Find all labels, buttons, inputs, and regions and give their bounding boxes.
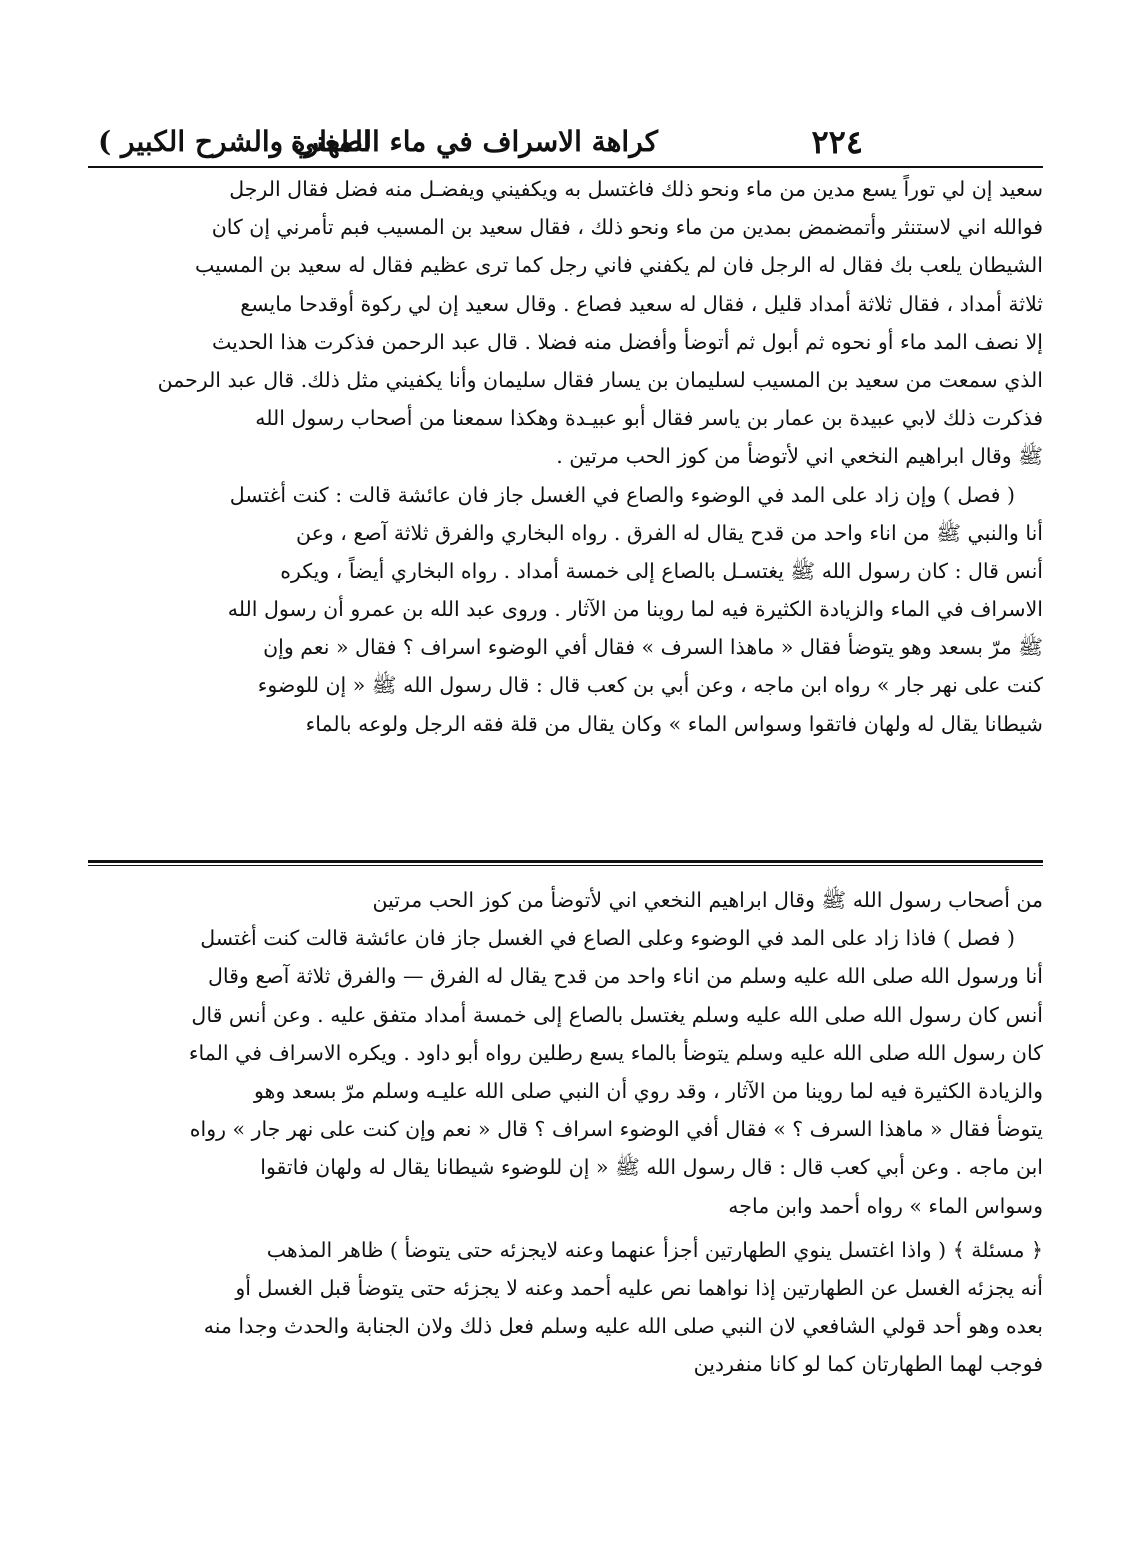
- text-line: كان رسول الله صلى الله عليه وسلم يتوضأ بالماء يسع رطلين رواه أبو داود . ويكره الاسراف في الماء: [188, 1040, 1043, 1065]
- text-line: كنت على نهر جار » رواه ابن ماجه ، وعن أبي بن كعب قال : قال رسول الله ﷺ « إن للوضوء: [257, 673, 1043, 698]
- page-header: [88, 118, 1043, 166]
- text-line: ( فصل ) فاذا زاد على المد في الوضوء وعلى الصاع في الغسل جاز فان عائشة قالت كنت أغتسل: [200, 926, 1015, 951]
- text-line: أنس قال : كان رسول الله ﷺ يغتسـل بالصاع إلى خمسة أمداد . رواه البخاري أيضاً ، ويكره: [280, 558, 1043, 583]
- text-line: والزيادة الكثيرة فيه لما روينا من الآثار ، وقد روي أن النبي صلى الله عليـه وسلم مرّ بسعد وهو: [253, 1078, 1043, 1103]
- text-line: أنا ورسول الله صلى الله عليه وسلم من اناء واحد من قدح يقال له الفرق — والفرق ثلاثة آصع وقال: [207, 964, 1043, 989]
- text-line: ﴿ مسئلة ﴾ ( واذا اغتسل ينوي الطهارتين أجزأ عنهما وعنه لايجزئه حتى يتوضأ ) ظاهر المذهب: [266, 1237, 1043, 1262]
- text-line: بعده وهو أحد قولي الشافعي لان النبي صلى الله عليه وسلم فعل ذلك ولان الجنابة والحدث وجدا منه: [203, 1314, 1043, 1339]
- book-title: المغني والشرح الكبير ): [98, 125, 371, 158]
- lower-paragraph-2: [88, 1231, 1043, 1384]
- lower-paragraph-1: [88, 881, 1043, 1225]
- running-title: كراهة الاسراف في ماء الطهارة: [290, 125, 658, 158]
- text-line: الاسراف في الماء والزيادة الكثيرة فيه لما روينا من الآثار . وروى عبد الله بن عمرو أن رسول الله: [227, 597, 1043, 622]
- section-separator-thin: [88, 865, 1043, 866]
- section-separator: [88, 860, 1043, 863]
- upper-paragraph-2: [88, 476, 1043, 743]
- text-line: فوجب لهما الطهارتان كما لو كانا منفردين: [693, 1352, 1043, 1377]
- text-line: الشيطان يلعب بك فقال له الرجل فان لم يكفني فاني رجل كما ترى عظيم فقال له سعيد بن المسيب: [195, 253, 1043, 278]
- upper-text-block: [88, 170, 1043, 743]
- lower-text-block: [88, 881, 1043, 1383]
- page-number: ٢٢٤: [811, 123, 863, 161]
- text-line: سعيد إن لي توراً يسع مدين من ماء ونحو ذلك فاغتسل به ويكفيني ويفضـل منه فضل فقال الرجل: [229, 177, 1043, 201]
- text-line: أنه يجزئه الغسل عن الطهارتين إذا نواهما نص عليه أحمد وعنه لا يجزئه حتى يتوضأ قبل الغسل أو: [235, 1275, 1043, 1300]
- text-line: شيطانا يقال له ولهان فاتقوا وسواس الماء » وكان يقال من قلة فقه الرجل ولوعه بالماء: [305, 711, 1043, 736]
- text-line: ثلاثة أمداد ، فقال ثلاثة أمداد قليل ، فقال له سعيد فصاع . وقال سعيد إن لي ركوة أوقدحا مايسع: [240, 291, 1043, 316]
- upper-paragraph-1: [88, 170, 1043, 476]
- text-line: إلا نصف المد ماء أو نحوه ثم أبول ثم أتوضأ وأفضل منه فضلا . قال عبد الرحمن فذكرت هذا الحديث: [211, 329, 1043, 354]
- book-page: [88, 118, 1043, 1377]
- text-line: أنس كان رسول الله صلى الله عليه وسلم يغتسل بالصاع إلى خمسة أمداد متفق عليه . وعن أنس قال: [191, 1002, 1043, 1027]
- text-line: فوالله اني لاستنثر وأتمضمض بمدين من ماء ونحو ذلك ، فقال سعيد بن المسيب فبم تأمرني إن كان: [211, 215, 1043, 240]
- text-line: أنا والنبي ﷺ من اناء واحد من قدح يقال له الفرق . رواه البخاري والفرق ثلاثة آصع ، وعن: [296, 520, 1043, 545]
- text-line: ﷺ وقال ابراهيم النخعي اني لأتوضأ من كوز الحب مرتين .: [556, 444, 1043, 469]
- text-line: وسواس الماء » رواه أحمد وابن ماجه: [728, 1193, 1043, 1218]
- text-line: من أصحاب رسول الله ﷺ وقال ابراهيم النخعي اني لأتوضأ من كوز الحب مرتين: [372, 888, 1043, 912]
- text-line: ابن ماجه . وعن أبي كعب قال : قال رسول الله ﷺ « إن للوضوء شيطانا يقال له ولهان فاتقوا: [260, 1155, 1043, 1180]
- text-line: ﷺ مرّ بسعد وهو يتوضأ فقال « ماهذا السرف » فقال أفي الوضوء اسراف ؟ فقال « نعم وإن: [263, 635, 1043, 660]
- text-line: يتوضأ فقال « ماهذا السرف ؟ » فقال أفي الوضوء اسراف ؟ قال « نعم وإن كنت على نهر جار » رواه: [189, 1117, 1043, 1142]
- text-line: فذكرت ذلك لابي عبيدة بن عمار بن ياسر فقال أبو عبيـدة وهكذا سمعنا من أصحاب رسول الله: [255, 406, 1043, 431]
- text-line: ( فصل ) وإن زاد على المد في الوضوء والصاع في الغسل جاز فان عائشة قالت : كنت أغتسل: [229, 482, 1015, 507]
- text-line: الذي سمعت من سعيد بن المسيب لسليمان بن يسار فقال سليمان وأنا يكفيني مثل ذلك. قال عبد الرحمن: [157, 367, 1043, 392]
- header-rule: [88, 166, 1043, 168]
